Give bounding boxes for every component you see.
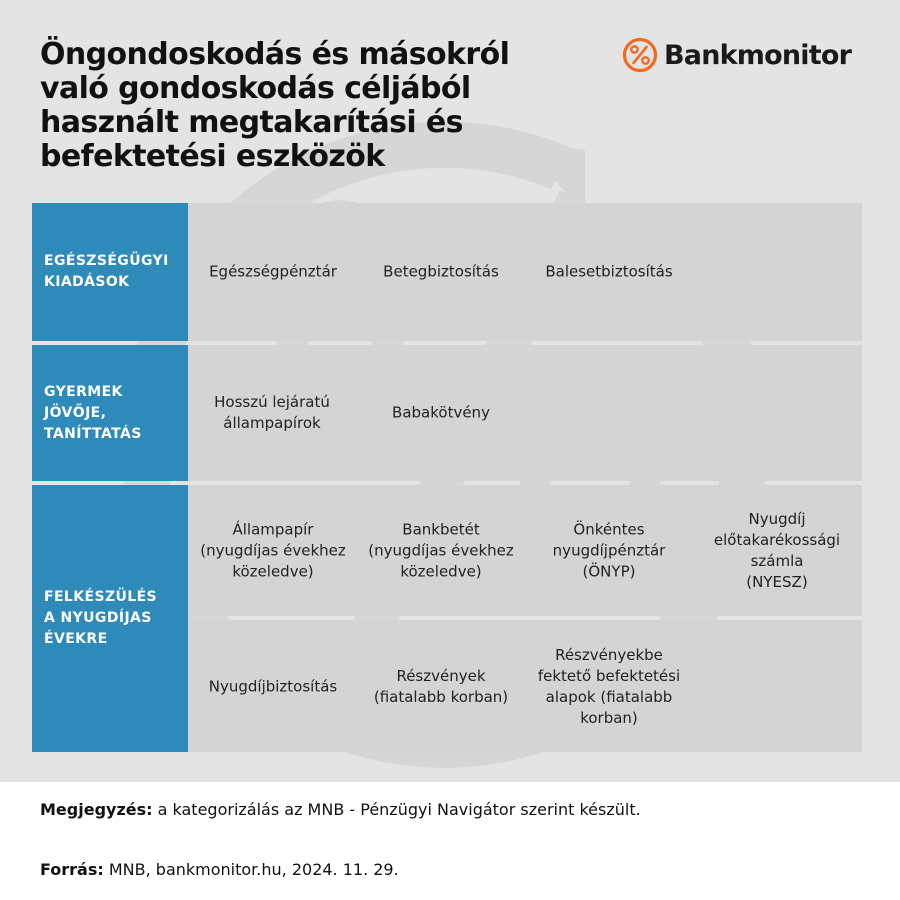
table-cell: Egészségpénztár <box>209 262 337 281</box>
category-gyermek <box>32 345 188 481</box>
footnote-text: a kategorizálás az MNB - Pénzügyi Navigátor szerint készült. <box>152 800 641 819</box>
table-cell: Nyugdíjbiztosítás <box>208 677 338 696</box>
footnote <box>40 800 641 819</box>
category-egeszsegugyi <box>32 203 188 341</box>
category-label: EGÉSZSÉGÜGYI KIADÁSOK <box>44 253 169 290</box>
source-text: MNB, bankmonitor.hu, 2024. 11. 29. <box>103 860 399 879</box>
footnote-label: Megjegyzés: <box>40 800 153 819</box>
row-gyermek-cells <box>188 345 862 481</box>
source-line <box>40 860 399 879</box>
row-nyugdij-top-cells <box>188 485 862 616</box>
table-cell: Állampapír (nyugdíjas évekhez közeledve) <box>200 520 346 581</box>
table-cell: Hosszú lejáratú állampapírok <box>214 393 330 432</box>
category-label: FELKÉSZÜLÉS A NYUGDÍJAS ÉVEKRE <box>44 589 158 647</box>
page-title: Öngondoskodás és másokról való gondoskodás céljából használt megtakarítási és befektetési eszközök <box>40 37 510 174</box>
row-egeszsegugyi-cells <box>188 203 862 341</box>
row-nyugdij-bottom-cells <box>188 620 862 752</box>
source-label: Forrás: <box>40 860 104 879</box>
table-cell: Részvények (fiatalabb korban) <box>373 667 509 706</box>
table-cell: Önkéntes nyugdíjpénztár (ÖNYP) <box>552 520 666 581</box>
bankmonitor-logo <box>622 36 851 74</box>
table-cell: Részvényekbe fektető befektetési alapok (fiatalabb korban) <box>537 646 681 727</box>
percent-logo-icon <box>622 37 658 73</box>
table-cell: Babakötvény <box>392 403 490 422</box>
table-cell: Balesetbiztosítás <box>545 262 673 281</box>
category-nyugdij <box>32 485 188 752</box>
category-label: GYERMEK JÖVŐJE, TANÍTTATÁS <box>44 383 142 442</box>
table-cell: Betegbiztosítás <box>383 262 499 281</box>
table-cell: Nyugdíj előtakarékossági számla (NYESZ) <box>713 510 841 591</box>
table-cell: Bankbetét (nyugdíjas évekhez közeledve) <box>368 520 514 581</box>
brand-name: Bankmonitor <box>664 39 852 71</box>
